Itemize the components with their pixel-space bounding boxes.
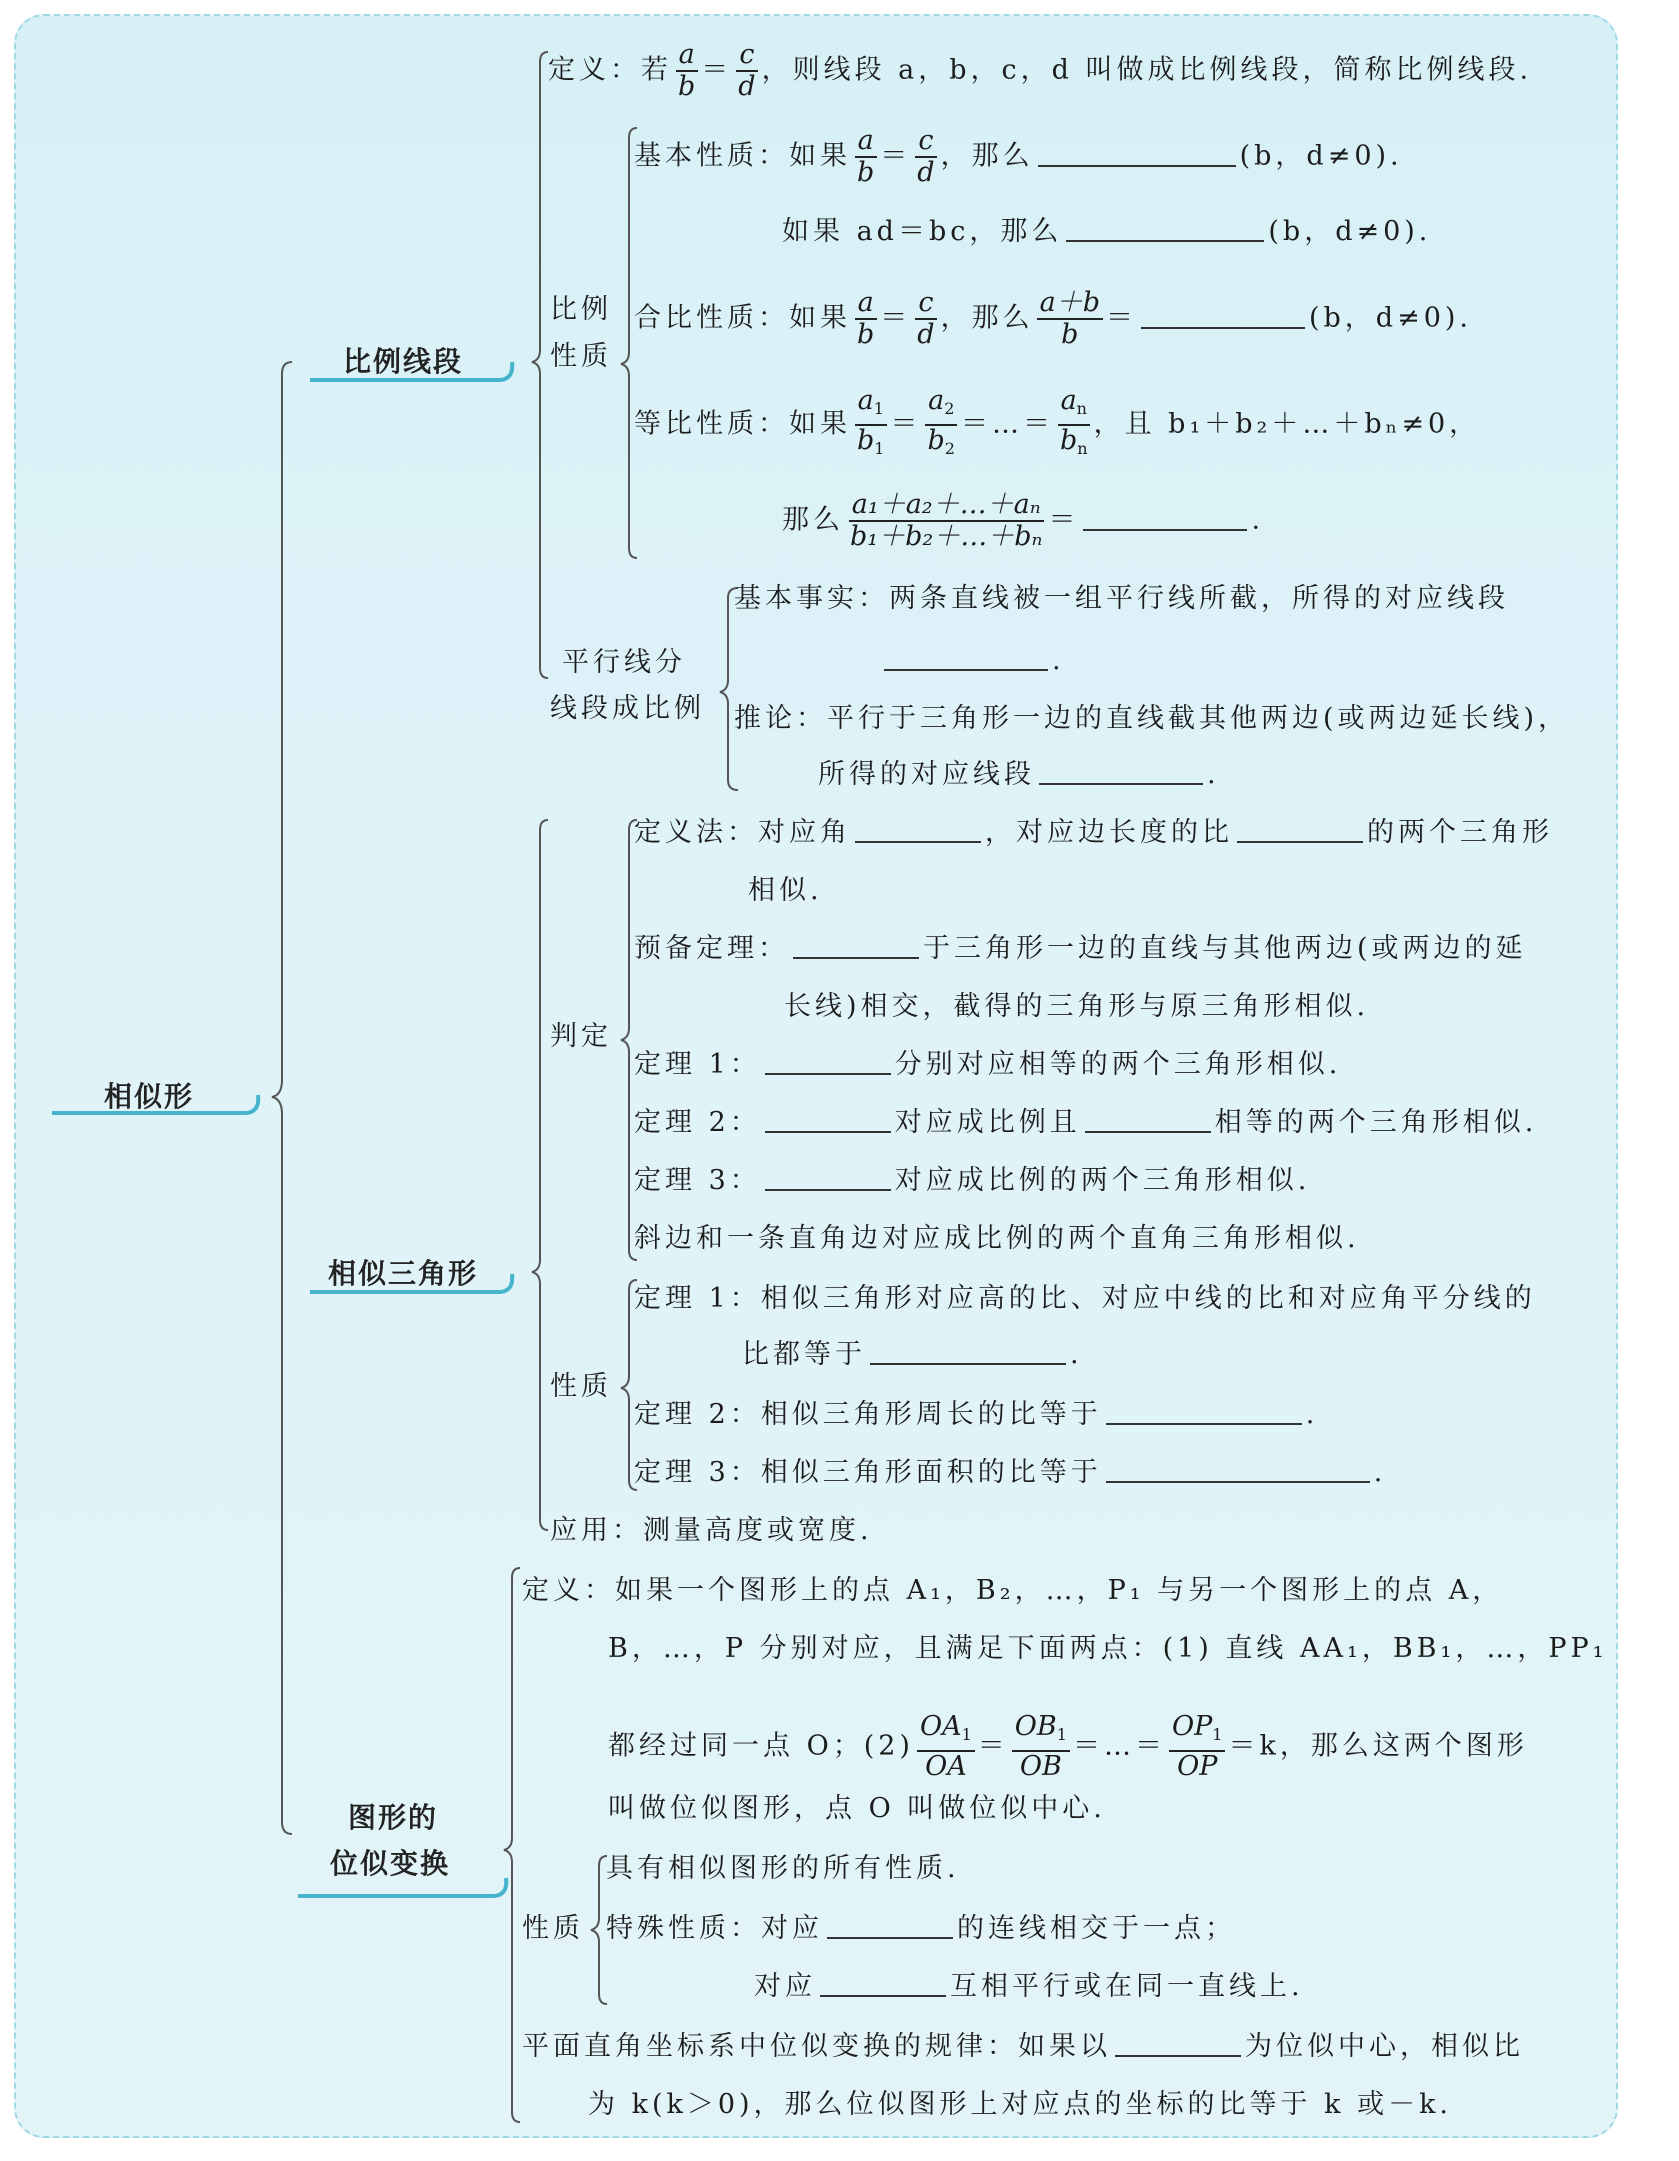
- homo-prop-all: 具有相似图形的所有性质.: [606, 1853, 960, 1884]
- answer-blank[interactable]: [1106, 1457, 1370, 1483]
- answer-blank[interactable]: [1085, 1107, 1211, 1133]
- answer-blank[interactable]: [765, 1049, 891, 1075]
- answer-blank[interactable]: [870, 1339, 1066, 1365]
- answer-blank[interactable]: [855, 817, 981, 843]
- triangle-brace: [532, 820, 548, 1530]
- basic-property: 基本性质：如果 $\frac{a}{b}$ ＝ $\frac{c}{d}$ ，那么 (b，d≠0).: [634, 125, 1403, 188]
- definition-method: 定义法：对应角 ，对应边长度的比 的两个三角形: [634, 817, 1553, 848]
- answer-blank[interactable]: [765, 1165, 891, 1191]
- answer-blank[interactable]: [793, 933, 919, 959]
- root-node: 相似形: [104, 1080, 195, 1113]
- homothety-def-3: 都经过同一点 O；(2) $\frac{OA_1}{OA}$ ＝ $\frac{OB_1}{OB}$ ＝…＝ $\frac{OP_1}{OP}$ ＝k，那么这两个图形: [608, 1711, 1528, 1782]
- answer-blank[interactable]: [820, 1971, 946, 1997]
- answer-blank[interactable]: [1066, 216, 1264, 242]
- prop-theorem-3: 定理 3：相似三角形面积的比等于 .: [634, 1457, 1387, 1488]
- basic-property-2: 如果 ad＝bc，那么 (b，d≠0).: [782, 216, 1432, 247]
- tri-prop-label: 性质: [550, 1371, 612, 1402]
- definition-method-2: 相似.: [748, 875, 823, 906]
- node-homothety-1: 图形的: [348, 1801, 439, 1834]
- ratio-definition: 定义：若 $\frac{a}{b}$ ＝ $\frac{c}{d}$ ，则线段 a，b，c，d 叫做成比例线段，简称比例线段.: [548, 39, 1533, 102]
- corollary-2: 所得的对应线段 .: [818, 759, 1220, 790]
- answer-blank[interactable]: [827, 1913, 953, 1939]
- ratio-brace: [532, 52, 548, 678]
- homo-prop-label: 性质: [522, 1913, 584, 1944]
- prop-theorem-2: 定理 2：相似三角形周长的比等于 .: [634, 1399, 1319, 1430]
- homothety-brace: [504, 1568, 520, 2122]
- homo-prop-special-2: 对应 互相平行或在同一直线上.: [754, 1971, 1304, 2002]
- answer-blank[interactable]: [765, 1107, 891, 1133]
- hl-theorem: 斜边和一条直角边对应成比例的两个直角三角形相似.: [634, 1223, 1360, 1254]
- answer-blank[interactable]: [1083, 505, 1247, 531]
- basic-fact-blank: .: [880, 644, 1065, 678]
- answer-blank[interactable]: [1038, 141, 1236, 167]
- judge-theorem-3: 定理 3： 对应成比例的两个三角形相似.: [634, 1165, 1311, 1196]
- preparatory-theorem: 预备定理： 于三角形一边的直线与其他两边(或两边的延: [634, 933, 1527, 964]
- homothety-def-4: 叫做位似图形，点 O 叫做位似中心.: [608, 1793, 1106, 1824]
- parallel-label-2: 线段成比例: [550, 693, 705, 724]
- parallel-label-1: 平行线分: [562, 647, 686, 678]
- answer-blank[interactable]: [884, 645, 1048, 671]
- application: 应用：测量高度或宽度.: [550, 1515, 873, 1546]
- answer-blank[interactable]: [1115, 2031, 1241, 2057]
- judge-label: 判定: [550, 1021, 612, 1052]
- judge-theorem-1: 定理 1： 分别对应相等的两个三角形相似.: [634, 1049, 1342, 1080]
- node-homothety-2: 位似变换: [330, 1847, 451, 1880]
- coord-rule-1: 平面直角坐标系中位似变换的规律：如果以 为位似中心，相似比: [522, 2031, 1524, 2062]
- equal-ratio-then: 那么 $\frac{\text{a₁＋a₂＋…＋aₙ}}{\text{b₁＋b₂＋…＋bₙ}}$ ＝ .: [782, 489, 1265, 552]
- root-brace: [272, 362, 292, 1834]
- node-triangle: 相似三角形: [328, 1257, 479, 1290]
- ratio-prop-label-1: 比例: [550, 294, 612, 325]
- answer-blank[interactable]: [1106, 1399, 1302, 1425]
- homo-prop-special: 特殊性质：对应 的连线相交于一点；: [606, 1913, 1236, 1944]
- answer-blank[interactable]: [1237, 817, 1363, 843]
- parallel-brace: [720, 588, 738, 790]
- prop-theorem-1b: 比都等于 .: [742, 1339, 1083, 1370]
- homothety-def-2: B，…，P 分别对应，且满足下面两点：(1) 直线 AA₁，BB₁，…，PP₁: [608, 1633, 1608, 1664]
- compound-property: 合比性质：如果 $\frac{a}{b}$ ＝ $\frac{c}{d}$ ，那么 $\frac{a+b}{b}$ ＝ (b，d≠0).: [634, 287, 1473, 350]
- homo-prop-brace: [591, 1856, 607, 2004]
- basic-fact: 基本事实：两条直线被一组平行线所截，所得的对应线段: [734, 583, 1509, 614]
- node-ratio: 比例线段: [343, 345, 464, 378]
- corollary: 推论：平行于三角形一边的直线截其他两边(或两边延长线)，: [734, 703, 1570, 734]
- answer-blank[interactable]: [1039, 759, 1203, 785]
- preparatory-theorem-2: 长线)相交，截得的三角形与原三角形相似.: [784, 991, 1370, 1022]
- coord-rule-2: 为 k(k＞0)，那么位似图形上对应点的坐标的比等于 k 或－k.: [588, 2089, 1453, 2120]
- equal-ratio-property: 等比性质：如果 $\frac{a_1}{b_1}$ ＝ $\frac{a_2}{b_2}$ ＝…＝ $\frac{a_n}{b_n}$ ，且 b₁＋b₂＋…＋bₙ≠0，: [634, 385, 1481, 458]
- answer-blank[interactable]: [1141, 303, 1305, 329]
- homothety-def-1: 定义：如果一个图形上的点 A₁，B₂，…，P₁ 与另一个图形上的点 A，: [522, 1575, 1504, 1606]
- prop-theorem-1: 定理 1：相似三角形对应高的比、对应中线的比和对应角平分线的: [634, 1283, 1536, 1314]
- judge-theorem-2: 定理 2： 对应成比例且 相等的两个三角形相似.: [634, 1107, 1538, 1138]
- ratio-prop-label-2: 性质: [550, 341, 612, 372]
